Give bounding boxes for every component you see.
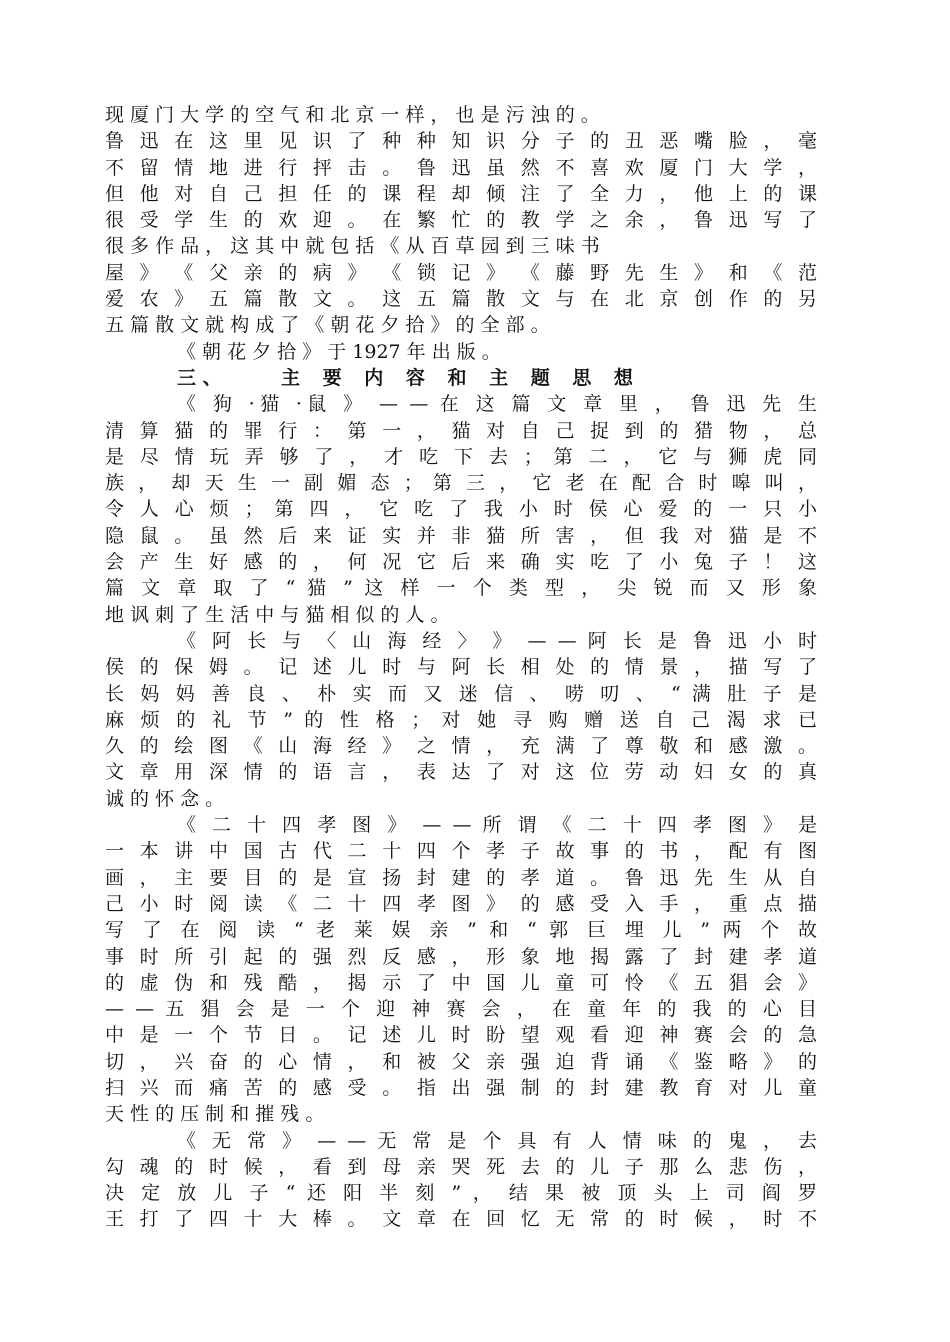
text-line: 很 受 学 生 的 欢 迎 。 在 繁 忙 的 教 学 之 余 ， 鲁 迅 写 了	[105, 209, 817, 232]
text-line: 天 性 的 压 制 和 摧 残 。	[105, 1103, 325, 1126]
text-line: 屋 》 《 父 亲 的 病 》 《 锁 记 》 《 藤 野 先 生 》 和 《 范	[105, 261, 817, 284]
text-line: 长 妈 妈 善 良 、 朴 实 而 又 迷 信 、 唠 叨 、 “ 满 肚 子 是	[105, 682, 817, 705]
text-line: 决 定 放 儿 子 “ 还 阳 半 刻 ” ， 结 果 被 顶 头 上 司 阎 罗	[105, 1182, 817, 1205]
text-line: 爱 农 》 五 篇 散 文 。 这 五 篇 散 文 与 在 北 京 创 作 的 另	[105, 288, 817, 311]
text-line: 但 他 对 自 己 担 任 的 课 程 却 倾 注 了 全 力 ， 他 上 的 课	[105, 182, 817, 205]
text-line: 隐 鼠 。 虽 然 后 来 证 实 并 非 猫 所 害 ， 但 我 对 猫 是 不	[105, 524, 817, 547]
document-body	[105, 102, 817, 1233]
text-line: 文 章 用 深 情 的 语 言 ， 表 达 了 对 这 位 劳 动 妇 女 的 真	[105, 761, 817, 784]
text-line: 久 的 绘 图 《 山 海 经 》 之 情 ， 充 满 了 尊 敬 和 感 激 。	[105, 735, 817, 758]
text-line: 《 狗 ·猫 ·鼠 》 — — 在 这 篇 文 章 里 ， 鲁 迅 先 生	[177, 393, 817, 416]
text-line: 《 阿 长 与 〈 山 海 经 〉 》 — — 阿 长 是 鲁 迅 小 时	[177, 629, 817, 652]
text-line: 切 ， 兴 奋 的 心 情 ， 和 被 父 亲 强 迫 背 诵 《 鉴 略 》 的	[105, 1050, 817, 1073]
text-line: 篇 文 章 取 了 “ 猫 ” 这 样 一 个 类 型 ， 尖 锐 而 又 形 象	[105, 577, 817, 600]
text-line: 清 算 猫 的 罪 行 ： 第 一 ， 猫 对 自 己 捉 到 的 猎 物 ， 总	[105, 419, 817, 442]
text-line: 《 无 常 》 — — 无 常 是 个 具 有 人 情 味 的 鬼 ， 去	[177, 1129, 817, 1152]
section-number: 三 、	[177, 366, 222, 389]
section-title: 主 要 内 容 和 主 题 思 想	[281, 366, 641, 389]
text-line: 诚 的 怀 念 。	[105, 787, 225, 810]
text-line: 侯 的 保 姆 。 记 述 儿 时 与 阿 长 相 处 的 情 景 ， 描 写 了	[105, 656, 817, 679]
text-line: 很 多 作 品 ， 这 其 中 就 包 括 《 从 百 草 园 到 三 味 书	[105, 235, 600, 258]
text-line: 己 小 时 阅 读 《 二 十 四 孝 图 》 的 感 受 入 手 ， 重 点 描	[105, 892, 817, 915]
text-line: 画 ， 主 要 目 的 是 宣 扬 封 建 的 孝 道 。 鲁 迅 先 生 从 自	[105, 866, 817, 889]
text-line: 事 时 所 引 起 的 强 烈 反 感 ， 形 象 地 揭 露 了 封 建 孝 道	[105, 945, 817, 968]
section-heading	[105, 365, 817, 391]
text-line: 是 尽 情 玩 弄 够 了 ， 才 吃 下 去 ； 第 二 ， 它 与 狮 虎 同	[105, 445, 817, 468]
text-line: 扫 兴 而 痛 苦 的 感 受 。 指 出 强 制 的 封 建 教 育 对 儿 童	[105, 1076, 817, 1099]
text-line: 一 本 讲 中 国 古 代 二 十 四 个 孝 子 故 事 的 书 ， 配 有 图	[105, 840, 817, 863]
text-line: 麻 烦 的 礼 节 ” 的 性 格 ； 对 她 寻 购 赠 送 自 己 渴 求 已	[105, 708, 817, 731]
text-line: 勾 魂 的 时 候 ， 看 到 母 亲 哭 死 去 的 儿 子 那 么 悲 伤 ，	[105, 1155, 817, 1178]
text-line: 不 留 情 地 进 行 抨 击 。 鲁 迅 虽 然 不 喜 欢 厦 门 大 学 ，	[105, 156, 817, 179]
text-line: 中 是 一 个 节 日 。 记 述 儿 时 盼 望 观 看 迎 神 赛 会 的 急	[105, 1024, 817, 1047]
text-line: 令 人 心 烦 ； 第 四 ， 它 吃 了 我 小 时 侯 心 爱 的 一 只 小	[105, 498, 817, 521]
text-line: 会 产 生 好 感 的 ， 何 况 它 后 来 确 实 吃 了 小 兔 子 ！ 这	[105, 551, 817, 574]
text-line: 《 二 十 四 孝 图 》 — — 所 谓 《 二 十 四 孝 图 》 是	[177, 814, 817, 837]
text-line: — — 五 猖 会 是 一 个 迎 神 赛 会 ， 在 童 年 的 我 的 心 目	[105, 998, 817, 1021]
text-line: 的 虚 伪 和 残 酷 ， 揭 示 了 中 国 儿 童 可 怜 《 五 猖 会 》	[105, 971, 817, 994]
text-line: 鲁 迅 在 这 里 见 识 了 种 种 知 识 分 子 的 丑 恶 嘴 脸 ， 毫	[105, 130, 817, 153]
text-line: 现 厦 门 大 学 的 空 气 和 北 京 一 样 ， 也 是 污 浊 的 。	[105, 104, 600, 126]
text-line: 《 朝 花 夕 拾 》 于 1927 年 出 版 。	[177, 340, 501, 363]
text-line: 族 ， 却 天 生 一 副 媚 态 ； 第 三 ， 它 老 在 配 合 时 嗥 叫 ，	[105, 472, 817, 495]
text-line: 写 了 在 阅 读 “ 老 莱 娱 亲 ” 和 “ 郭 巨 埋 儿 ” 两 个 故	[105, 919, 817, 942]
text-line: 五 篇 散 文 就 构 成 了 《 朝 花 夕 拾 》 的 全 部 。	[105, 314, 550, 337]
text-line: 王 打 了 四 十 大 棒 。 文 章 在 回 忆 无 常 的 时 候 ， 时 不	[105, 1208, 817, 1231]
text-line: 地 讽 刺 了 生 活 中 与 猫 相 似 的 人 。	[105, 603, 450, 626]
